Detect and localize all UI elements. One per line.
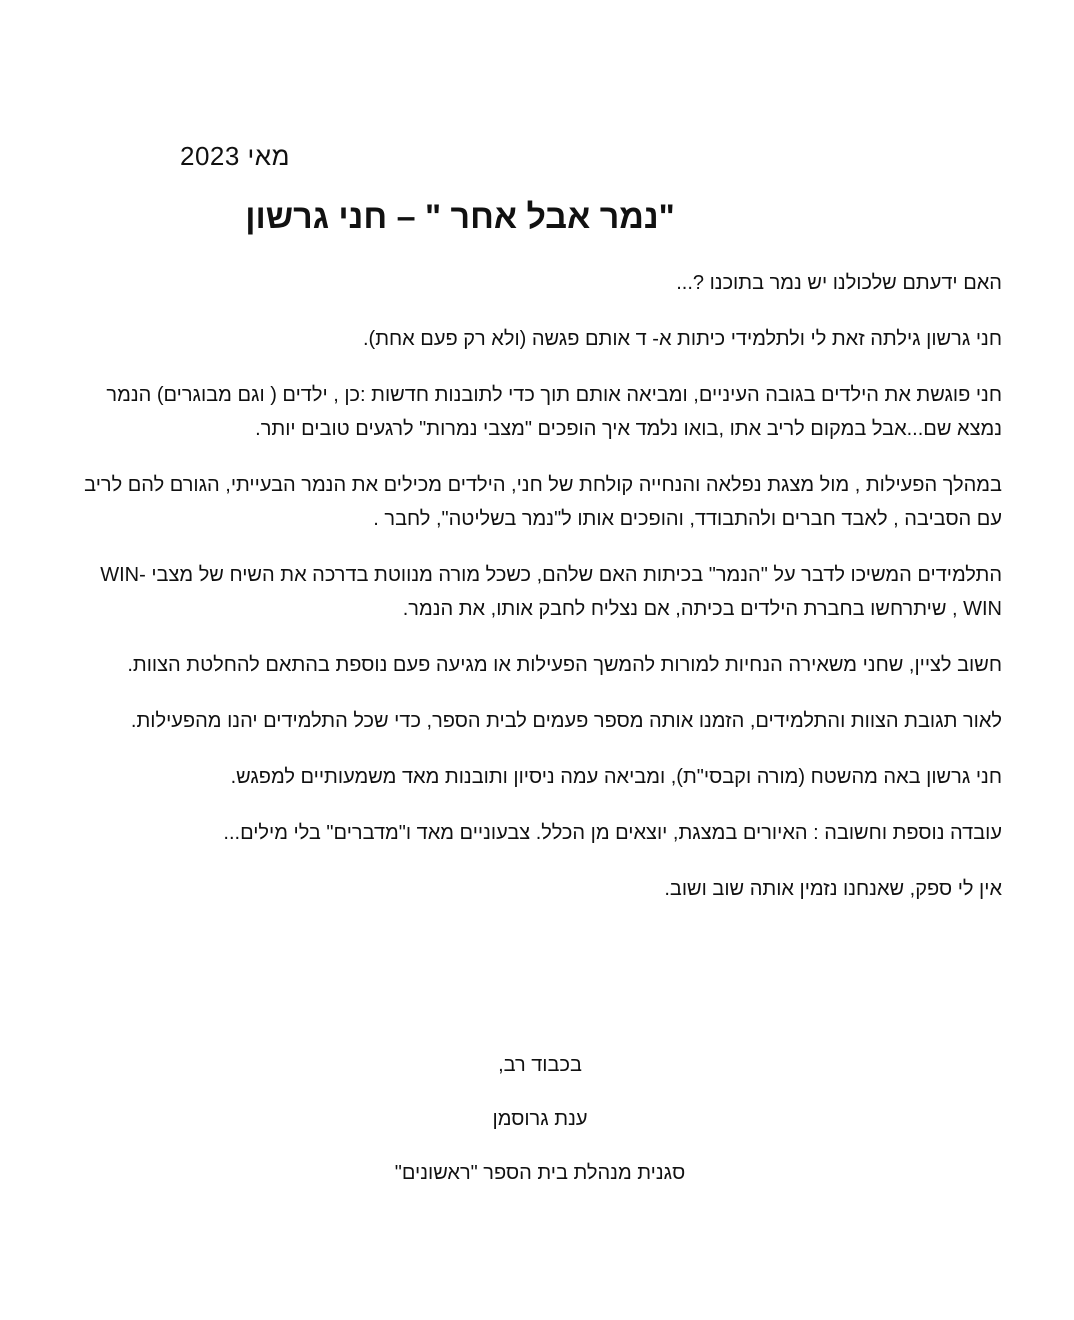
paragraph-4: במהלך הפעילות , מול מצגת נפלאה והנחייה קולחת של חני, הילדים מכילים את הנמר הבעייתי, הגורם להם לריב עם הסביבה , לאבד חברים ולהתבודד, והופכים אותו ל"נמר בשליטה", לחבר . bbox=[84, 474, 1002, 530]
paragraph-10: אין לי ספק, שאנחנו נזמין אותה שוב ושוב. bbox=[664, 878, 1002, 900]
paragraph-3: חני פוגשת את הילדים בגובה העיניים, ומביאה אותם תוך כדי לתובנות חדשות :כן , ילדים ( וגם מבוגרים) הנמר נמצא שם...אבל במקום לריב אתו ,בואו נלמד איך הופכים "מצבי נמרות" לרגעים טובים יותר. bbox=[106, 384, 1002, 440]
paragraph-7: לאור תגובת הצוות והתלמידים, הזמנו אותה מספר פעמים לבית הספר, כדי שכל התלמידים יהנו מהפעילות. bbox=[130, 710, 1002, 732]
signoff-block bbox=[300, 1048, 780, 1210]
paragraph-6: חשוב לציין, שחני משאירה הנחיות למורות להמשך הפעילות או מגיעה פעם נוספת בהתאם להחלטת הצוות. bbox=[127, 654, 1002, 676]
paragraph-5: התלמידים המשיכו לדבר על "הנמר" בכיתות האם שלהם, כשכל מורה מנווטת בדרכה את השיח של מצבי WIN-WIN , שיתרחשו בחברת הילדים בכיתה, אם נצליח לחבק אותו, את הנמר. bbox=[100, 564, 1002, 620]
paragraph-1: האם ידעתם שלכולנו יש נמר בתוכנו ?... bbox=[676, 272, 1002, 294]
letter-body bbox=[67, 266, 1002, 928]
letter-title: "נמר אבל אחר " – חני גרשון bbox=[245, 198, 675, 236]
letter-date: מאי 2023 bbox=[179, 141, 290, 171]
signoff-name: ענת גרוסמן bbox=[492, 1108, 588, 1130]
paragraph-8: חני גרשון באה מהשטח (מורה וקבסי"ת), ומביאה עמה ניסיון ותובנות מאד משמעותיים למפגש. bbox=[230, 766, 1002, 788]
signoff-role: סגנית מנהלת בית הספר "ראשונים" bbox=[394, 1162, 686, 1184]
paragraph-2: חני גרשון גילתה זאת לי ולתלמידי כיתות א- ד אותם פגשה (ולא רק פעם אחת). bbox=[362, 328, 1002, 350]
signoff-closing: בכבוד רב, bbox=[498, 1054, 582, 1076]
paragraph-9: עובדה נוספת וחשובה : האיורים במצגת, יוצאים מן הכלל. צבעוניים מאד ו"מדברים" בלי מילים... bbox=[223, 822, 1002, 844]
